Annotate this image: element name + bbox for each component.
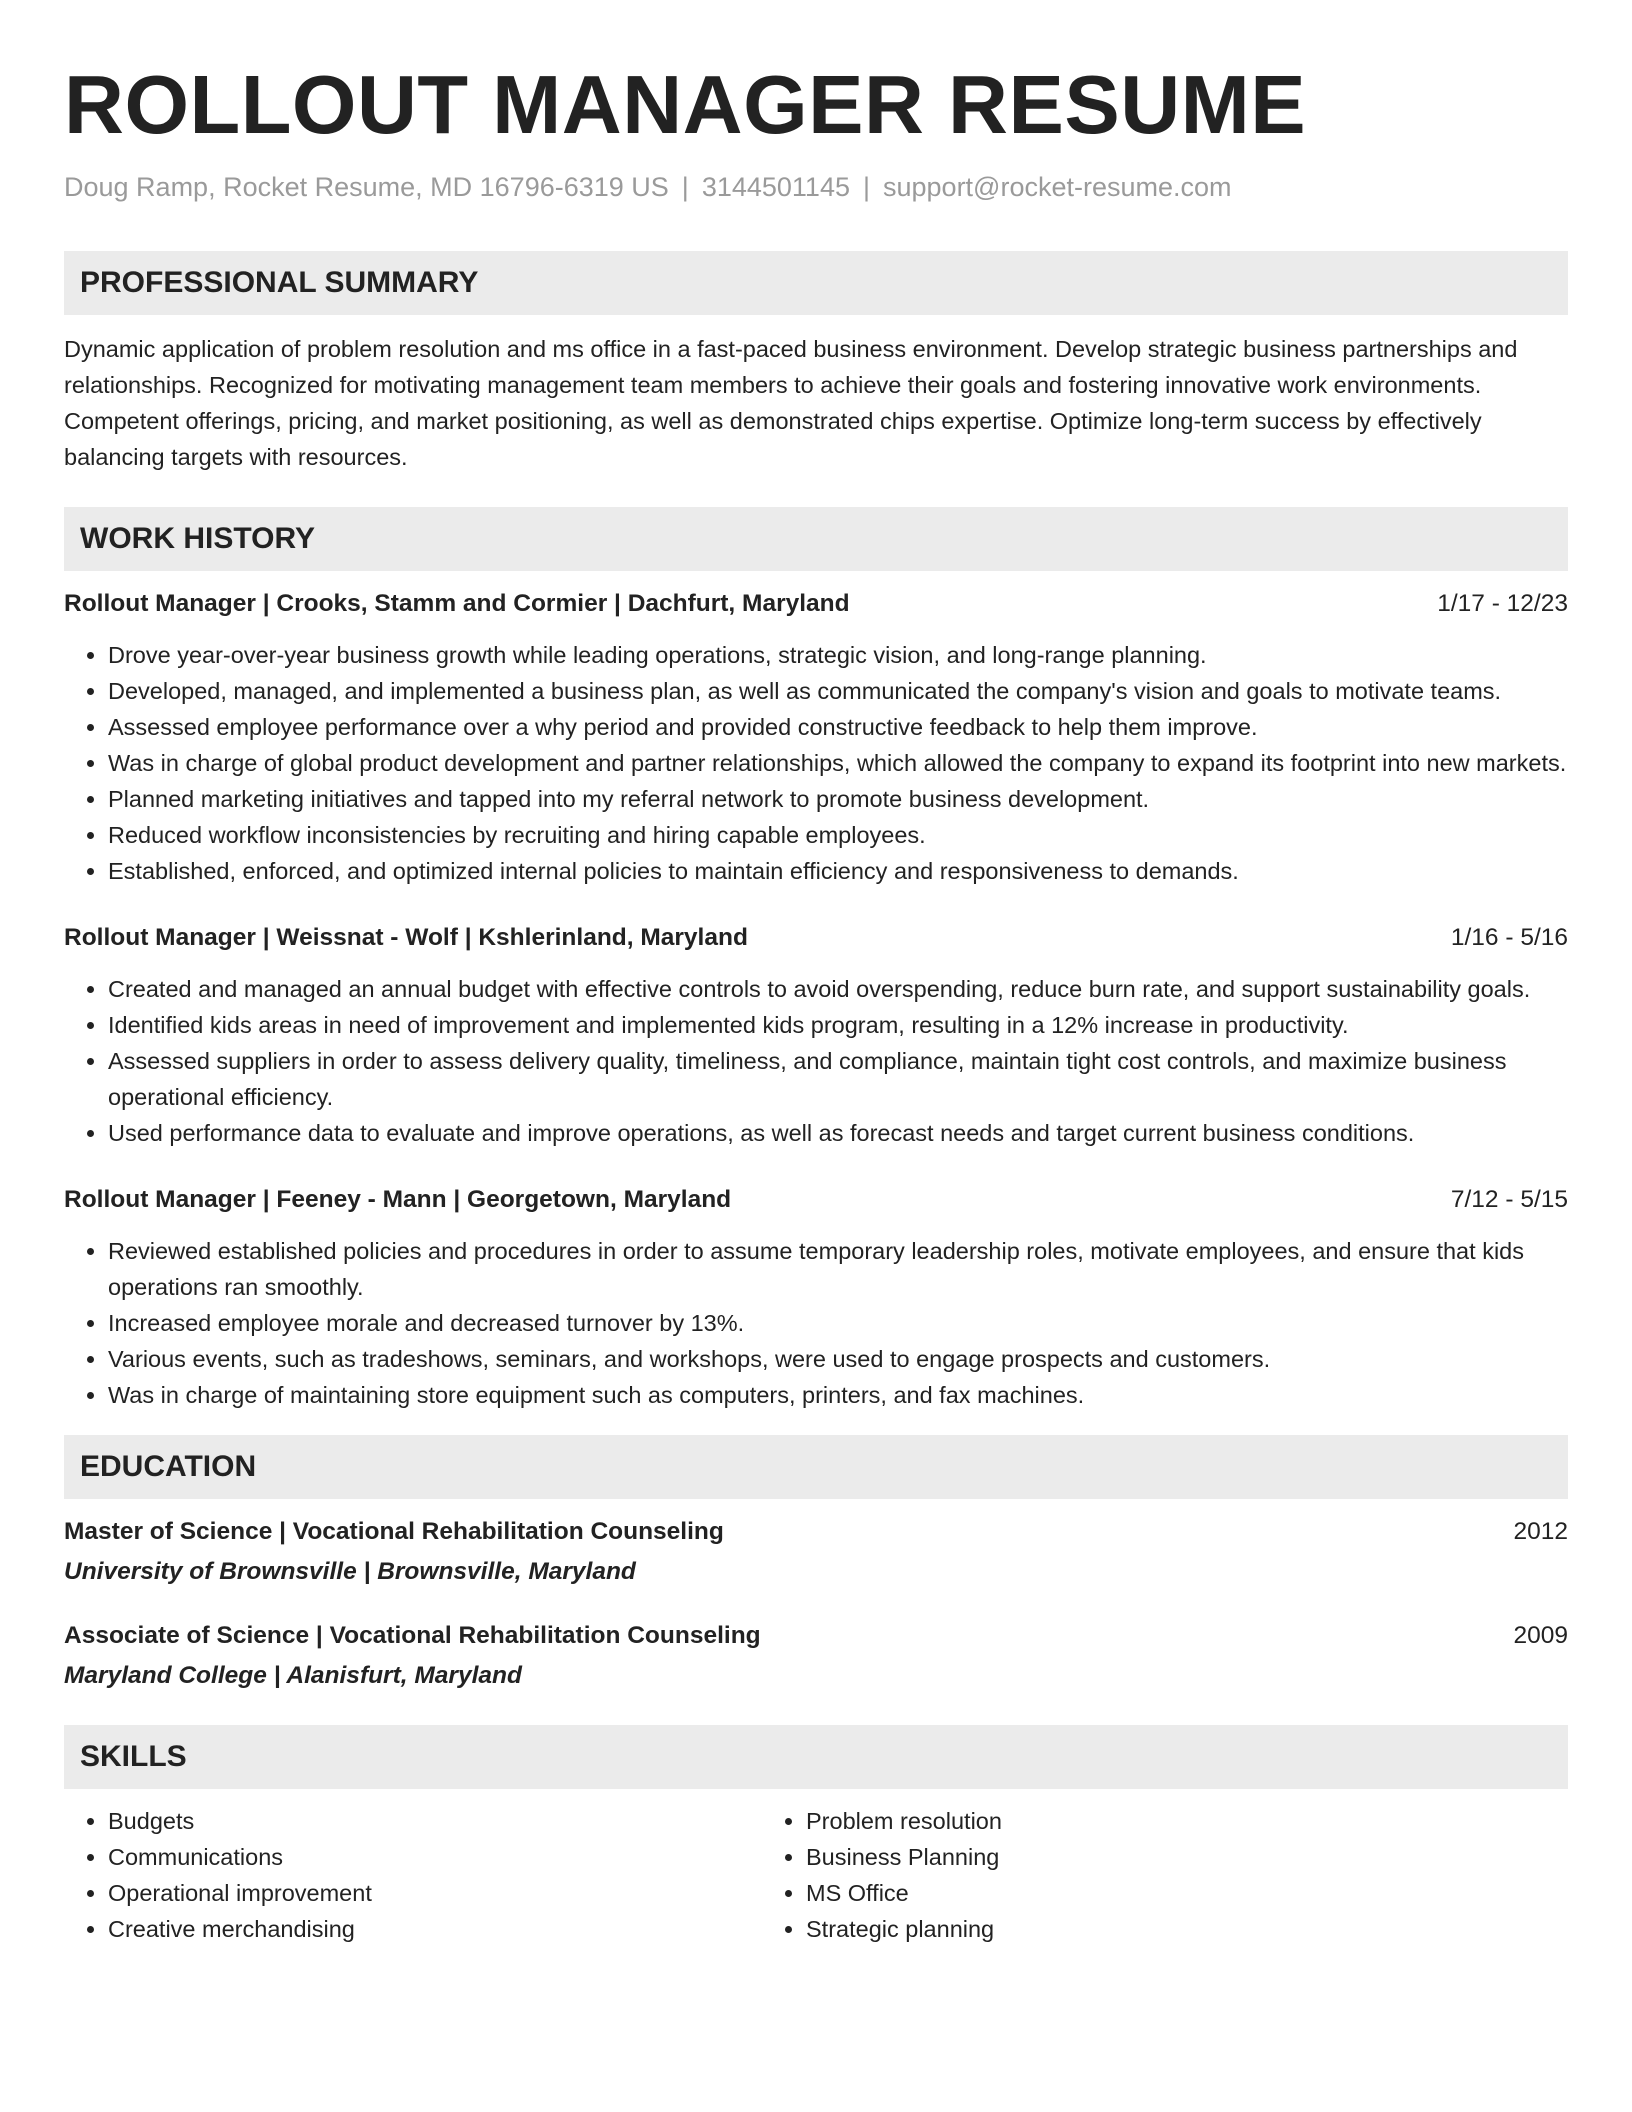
job-bullet: • Reviewed established policies and procedures in order to assume temporary leadership roles, motivate employees, and ensure that kids operations ran smoothly. xyxy=(108,1233,1568,1305)
skill-item: • Creative merchandising xyxy=(108,1911,762,1947)
job-bullet: • Assessed suppliers in order to assess delivery quality, timeliness, and compliance, maintain tight cost controls, and maximize business operational efficiency. xyxy=(108,1043,1568,1115)
job-bullet: • Used performance data to evaluate and improve operations, as well as forecast needs and target current business conditions. xyxy=(108,1115,1568,1151)
resume-page xyxy=(64,0,1568,1947)
section-header-skills: SKILLS xyxy=(64,1725,1568,1789)
education-school: University of Brownsville | Brownsville, Maryland xyxy=(64,1558,636,1585)
job-bullets xyxy=(64,1233,1568,1413)
job-bullet: • Was in charge of global product development and partner relationships, which allowed the company to expand its footprint into new markets. xyxy=(108,745,1568,781)
education-year: 2012 xyxy=(1513,1518,1568,1545)
education-degree: Master of Science | Vocational Rehabilitation Counseling xyxy=(64,1518,724,1545)
job-bullet: • Various events, such as tradeshows, seminars, and workshops, were used to engage prospects and customers. xyxy=(108,1341,1568,1377)
contact-separator: | xyxy=(862,172,870,202)
education-header xyxy=(64,1515,1568,1549)
job-entry xyxy=(64,921,1568,1151)
job-bullet: • Increased employee morale and decreased turnover by 13%. xyxy=(108,1305,1568,1341)
job-bullet: • Was in charge of maintaining store equipment such as computers, printers, and fax machines. xyxy=(108,1377,1568,1413)
contact-phone: 3144501145 xyxy=(701,172,850,202)
job-header xyxy=(64,1183,1568,1217)
job-header xyxy=(64,921,1568,955)
skill-item: • Business Planning xyxy=(806,1839,1460,1875)
job-title: Rollout Manager | Crooks, Stamm and Cormier | Dachfurt, Maryland xyxy=(64,590,850,617)
education-entry xyxy=(64,1619,1568,1693)
job-title: Rollout Manager | Weissnat - Wolf | Kshlerinland, Maryland xyxy=(64,924,748,951)
job-bullet: • Assessed employee performance over a why period and provided constructive feedback to help them improve. xyxy=(108,709,1568,745)
job-bullet: • Drove year-over-year business growth while leading operations, strategic vision, and long-range planning. xyxy=(108,637,1568,673)
skill-item: • Budgets xyxy=(108,1803,762,1839)
skill-item: • Communications xyxy=(108,1839,762,1875)
section-header-summary: PROFESSIONAL SUMMARY xyxy=(64,251,1568,315)
job-bullet: • Identified kids areas in need of improvement and implemented kids program, resulting in a 12% increase in productivity. xyxy=(108,1007,1568,1043)
job-bullet: • Created and managed an annual budget with effective controls to avoid overspending, reduce burn rate, and support sustainability goals. xyxy=(108,971,1568,1007)
contact-separator: | xyxy=(681,172,689,202)
contact-address: Doug Ramp, Rocket Resume, MD 16796-6319 US xyxy=(64,172,669,202)
skill-item: • MS Office xyxy=(806,1875,1460,1911)
skill-item: • Problem resolution xyxy=(806,1803,1460,1839)
skills-column-left xyxy=(64,1803,762,1947)
section-header-work-history: WORK HISTORY xyxy=(64,507,1568,571)
job-dates: 1/17 - 12/23 xyxy=(1437,590,1568,617)
section-header-education: EDUCATION xyxy=(64,1435,1568,1499)
contact-line xyxy=(64,170,1568,204)
job-entry xyxy=(64,1183,1568,1413)
job-bullets xyxy=(64,637,1568,889)
job-header xyxy=(64,587,1568,621)
skill-item: • Strategic planning xyxy=(806,1911,1460,1947)
skills-list xyxy=(64,1803,1568,1947)
skills-column-right xyxy=(762,1803,1460,1947)
skill-item: • Operational improvement xyxy=(108,1875,762,1911)
job-bullet: • Established, enforced, and optimized internal policies to maintain efficiency and responsiveness to demands. xyxy=(108,853,1568,889)
education-degree: Associate of Science | Vocational Rehabilitation Counseling xyxy=(64,1622,761,1649)
education-year: 2009 xyxy=(1513,1622,1568,1649)
summary-text: Dynamic application of problem resolution and ms office in a fast-paced business environment. Develop strategic business partnerships and relationships. Recognized for motivating management team members to achieve their goals and fostering innovative work environments. Competent offerings, pricing, and market positioning, as well as demonstrated chips expertise. Optimize long-term success by effectively balancing targets with resources. xyxy=(64,336,1518,470)
education-school: Maryland College | Alanisfurt, Maryland xyxy=(64,1662,522,1689)
job-bullet: • Reduced workflow inconsistencies by recruiting and hiring capable employees. xyxy=(108,817,1568,853)
job-dates: 7/12 - 5/15 xyxy=(1450,1186,1568,1213)
education-entry xyxy=(64,1515,1568,1589)
job-bullet: • Planned marketing initiatives and tapped into my referral network to promote business development. xyxy=(108,781,1568,817)
job-bullet: • Developed, managed, and implemented a business plan, as well as communicated the company's vision and goals to motivate teams. xyxy=(108,673,1568,709)
job-title: Rollout Manager | Feeney - Mann | Georgetown, Maryland xyxy=(64,1186,732,1213)
job-dates: 1/16 - 5/16 xyxy=(1450,924,1568,951)
job-entry xyxy=(64,587,1568,889)
resume-title: ROLLOUT MANAGER RESUME xyxy=(64,58,1307,151)
education-header xyxy=(64,1619,1568,1653)
contact-email[interactable]: support@rocket-resume.com xyxy=(883,172,1232,202)
job-bullets xyxy=(64,971,1568,1151)
